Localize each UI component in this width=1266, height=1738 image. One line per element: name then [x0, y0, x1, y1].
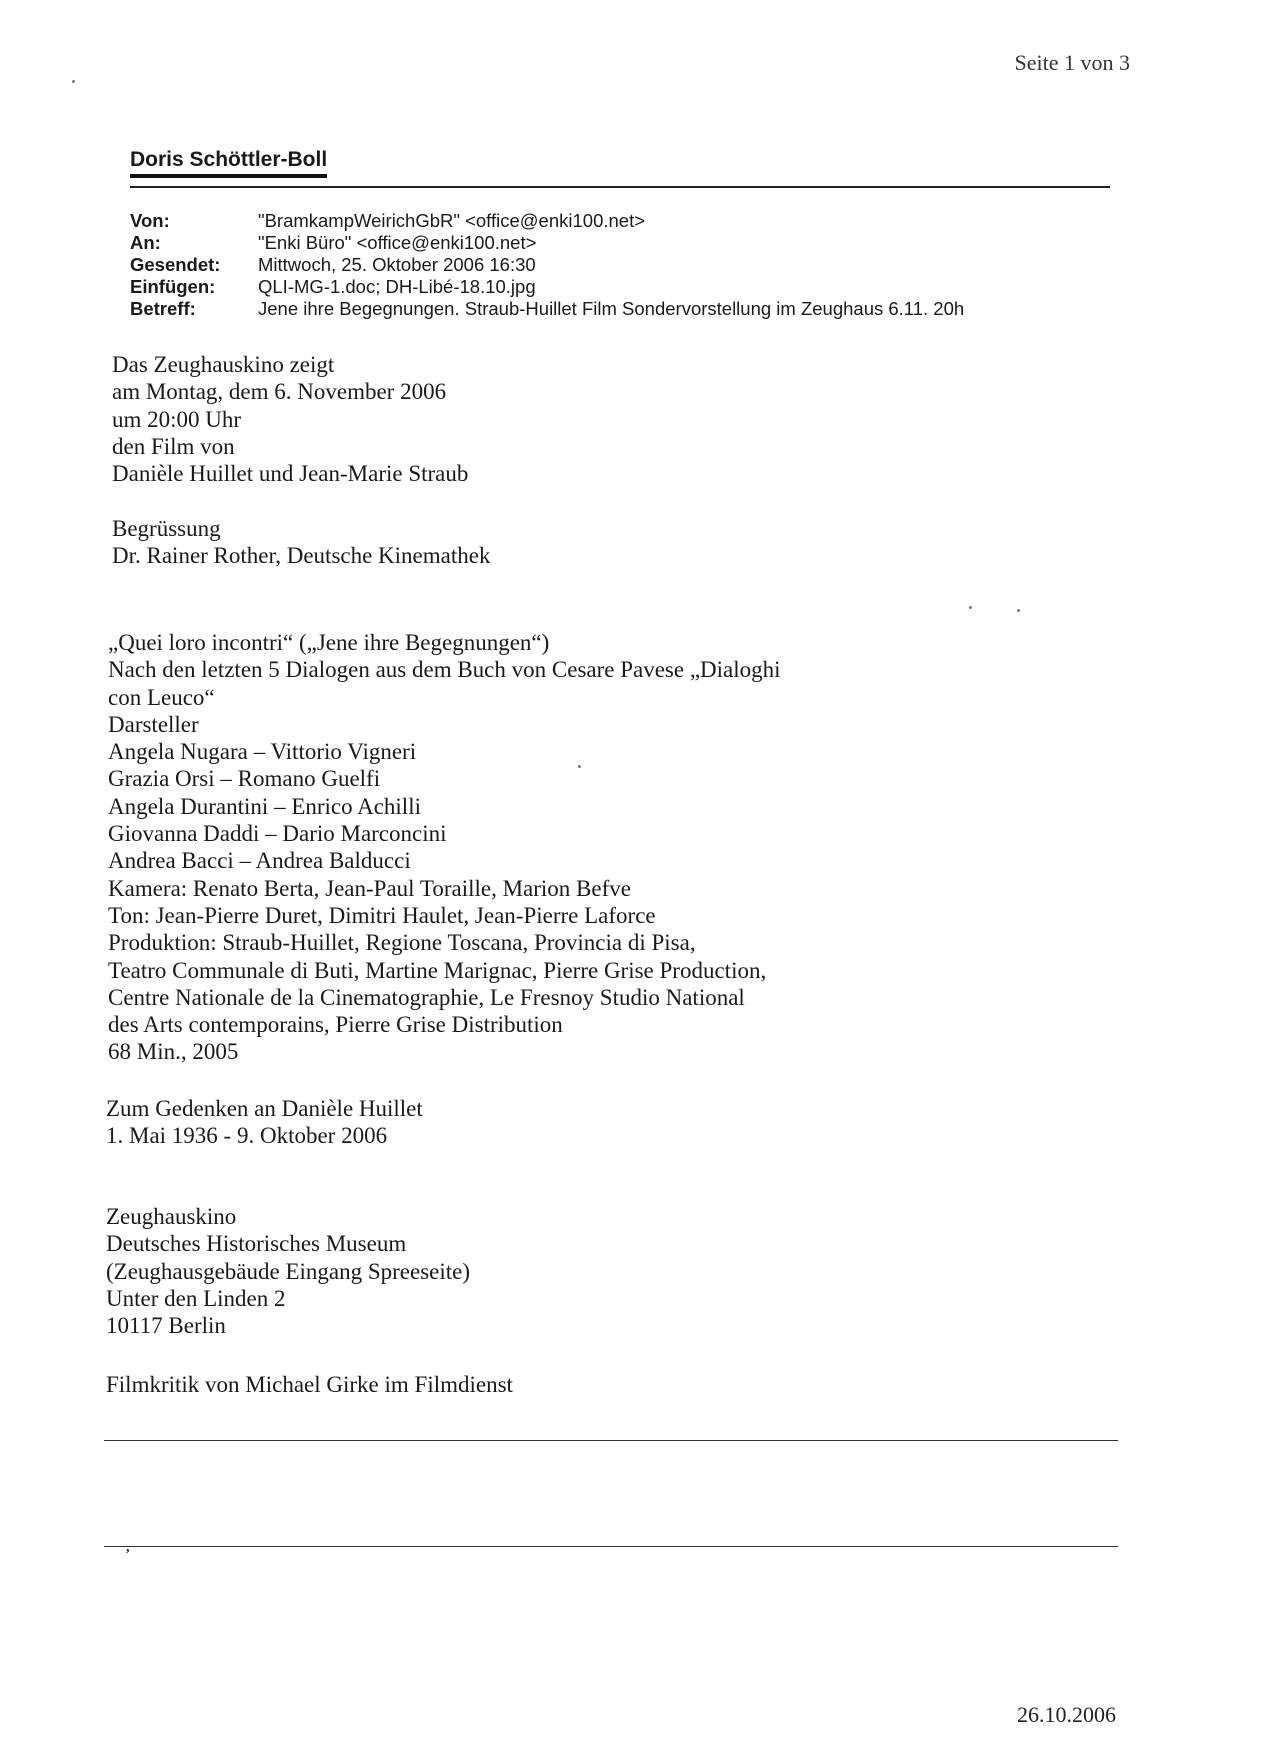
- body-line: con Leuco“: [108, 684, 215, 710]
- greeting-section: [112, 515, 490, 570]
- body-line: 1. Mai 1936 - 9. Oktober 2006: [106, 1123, 388, 1149]
- film-details: [108, 629, 781, 1066]
- credits-line: des Arts contemporains, Pierre Grise Distribution: [108, 1012, 563, 1038]
- scan-speck: [72, 80, 75, 83]
- venue-address: [106, 1203, 470, 1339]
- separator-line: [104, 1440, 1118, 1441]
- address-line: (Zeughausgebäude Eingang Spreeseite): [106, 1258, 471, 1284]
- address-line: Deutsches Historisches Museum: [106, 1231, 407, 1257]
- body-line: Darsteller: [108, 711, 199, 737]
- header-row-sent: [130, 254, 964, 276]
- body-line: Das Zeughauskino zeigt: [112, 352, 335, 377]
- scan-speck: [578, 765, 581, 768]
- body-line: am Montag, dem 6. November 2006: [112, 379, 447, 405]
- scan-mark: ,: [126, 1540, 130, 1555]
- scan-speck: [969, 606, 972, 609]
- memorial-section: [106, 1095, 423, 1150]
- body-line: Zum Gedenken an Danièle Huillet: [106, 1096, 423, 1121]
- scan-speck: [1017, 609, 1020, 612]
- body-line: Nach den letzten 5 Dialogen aus dem Buch von Cesare Pavese „Dialoghi: [108, 657, 781, 683]
- body-line: Begrüssung: [112, 516, 221, 541]
- cast-line: Angela Nugara – Vittorio Vigneri: [108, 739, 417, 765]
- runtime-line: 68 Min., 2005: [108, 1039, 239, 1065]
- film-title-line: „Quei loro incontri“ („Jene ihre Begegnungen“): [108, 630, 550, 655]
- header-value: "BramkampWeirichGbR" <office@enki100.net>: [258, 210, 646, 231]
- credits-line: Kamera: Renato Berta, Jean-Paul Toraille, Marion Befve: [108, 875, 631, 901]
- screening-intro: [112, 351, 468, 487]
- address-line: Zeughauskino: [106, 1204, 237, 1229]
- address-line: 10117 Berlin: [106, 1313, 226, 1339]
- header-value: Jene ihre Begegnungen. Straub-Huillet Film Sondervorstellung im Zeughaus 6.11. 20h: [258, 298, 965, 319]
- body-line: Danièle Huillet und Jean-Marie Straub: [112, 461, 469, 487]
- address-line: Unter den Linden 2: [106, 1285, 286, 1311]
- print-date: 26.10.2006: [1017, 1702, 1116, 1727]
- header-label: An:: [130, 232, 161, 253]
- credits-line: Teatro Communale di Buti, Martine Marignac, Pierre Grise Production,: [108, 957, 767, 983]
- credits-line: Ton: Jean-Pierre Duret, Dimitri Haulet, Jean-Pierre Laforce: [108, 902, 656, 928]
- email-header-block: [130, 210, 964, 320]
- header-label: Einfügen:: [130, 276, 216, 297]
- header-row-subject: [130, 298, 964, 320]
- header-value: Mittwoch, 25. Oktober 2006 16:30: [258, 254, 536, 275]
- header-row-from: [130, 210, 964, 232]
- header-label: Gesendet:: [130, 254, 221, 275]
- header-value: QLI-MG-1.doc; DH-Libé-18.10.jpg: [258, 276, 536, 297]
- body-line: den Film von: [112, 433, 235, 459]
- header-row-attachments: [130, 276, 964, 298]
- header-row-to: [130, 232, 964, 254]
- credits-line: Centre Nationale de la Cinematographie, Le Fresnoy Studio National: [108, 984, 745, 1010]
- header-value: "Enki Büro" <office@enki100.net>: [258, 232, 537, 253]
- cast-line: Andrea Bacci – Andrea Balducci: [108, 848, 411, 874]
- header-divider: [130, 186, 1110, 188]
- page-number: Seite 1 von 3: [1014, 50, 1130, 75]
- cast-line: Angela Durantini – Enrico Achilli: [108, 793, 421, 819]
- review-note: Filmkritik von Michael Girke im Filmdienst: [106, 1372, 513, 1397]
- header-label: Von:: [130, 210, 170, 231]
- cast-line: Grazia Orsi – Romano Guelfi: [108, 766, 381, 792]
- cast-line: Giovanna Daddi – Dario Marconcini: [108, 821, 447, 847]
- body-line: um 20:00 Uhr: [112, 406, 242, 432]
- body-line: Dr. Rainer Rother, Deutsche Kinemathek: [112, 543, 491, 569]
- separator-line: [104, 1546, 1118, 1547]
- header-label: Betreff:: [130, 298, 196, 319]
- mailbox-owner-name: Doris Schöttler-Boll: [130, 148, 327, 178]
- credits-line: Produktion: Straub-Huillet, Regione Toscana, Provincia di Pisa,: [108, 930, 696, 956]
